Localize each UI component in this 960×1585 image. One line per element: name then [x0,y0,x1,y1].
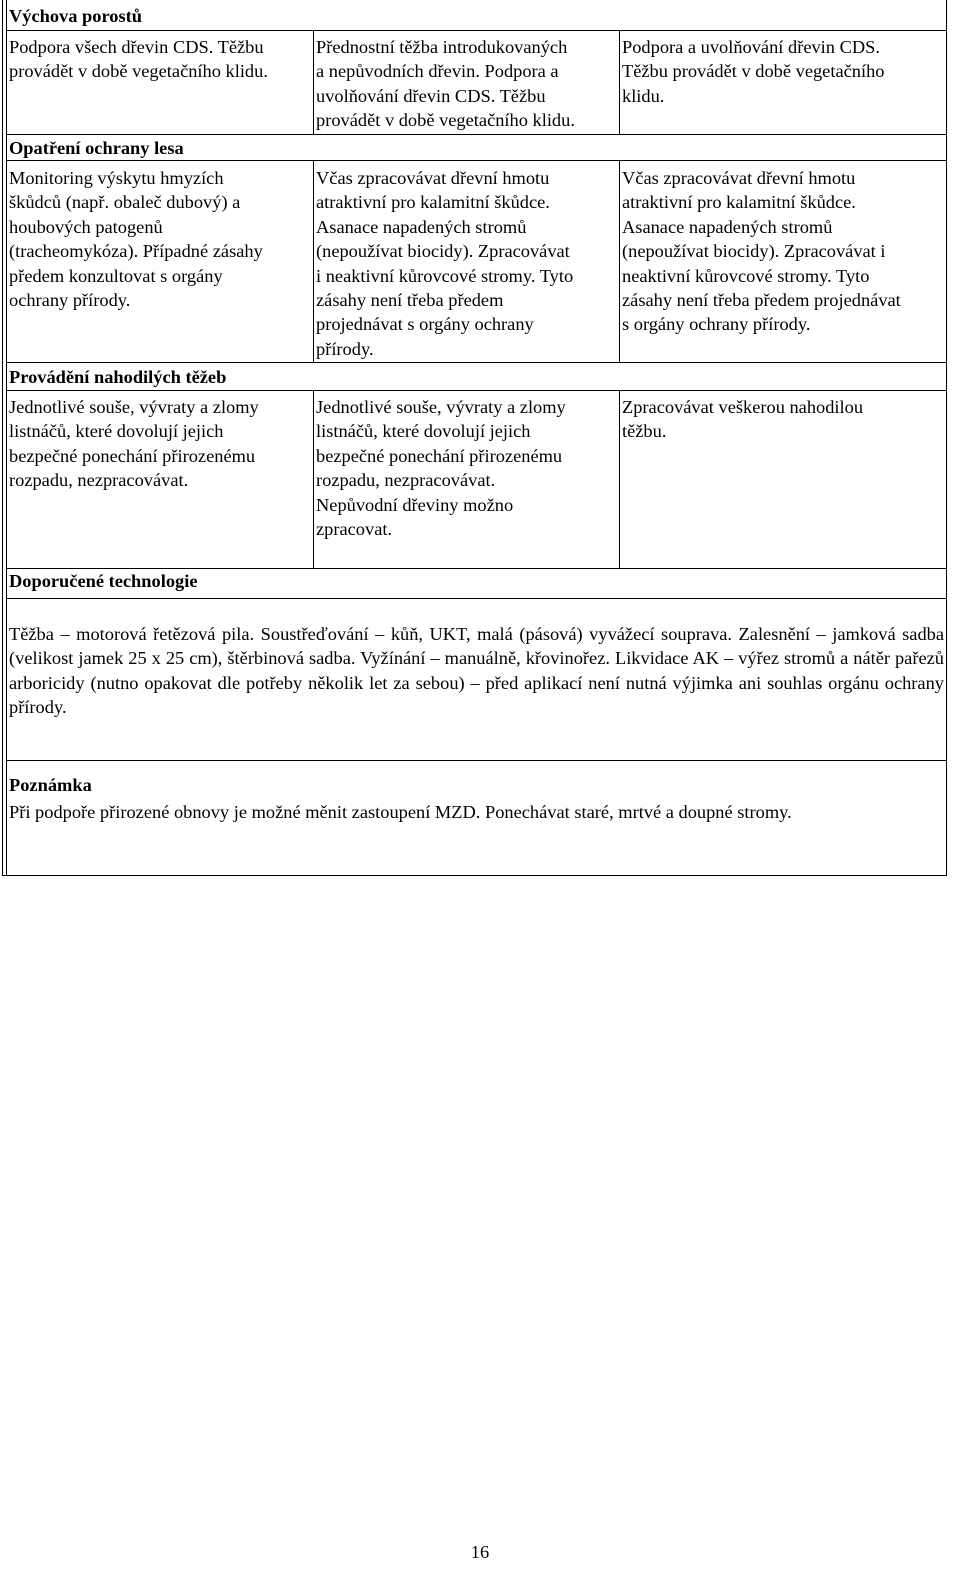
vychova-col3: Podpora a uvolňování dřevin CDS. Těžbu provádět v době vegetačního klidu. [622,37,885,106]
col-sep-vychova-2 [619,30,620,134]
section-title-technologie: Doporučené technologie [9,571,198,591]
rule-nahodile-body-top [6,390,947,391]
ochrana-col3: Včas zpracovávat dřevní hmotu atraktivní pro kalamitní škůdce. Asanace napadených stromů (nepoužívat biocidy). Zpracovávat i neaktivní kůrovcové stromy. Tyto zásahy není třeba předem projednávat s orgány ochrany přírody. [622,168,901,335]
col-sep-ochrana-1 [313,160,314,362]
col-sep-nahodile-1 [313,390,314,568]
section-title-poznamka: Poznámka [9,775,92,795]
nahodile-col1: Jednotlivé souše, vývraty a zlomy listnáčů, které dovolují jejich bezpečné ponechání přirozenému rozpadu, nezpracovávat. [9,397,259,491]
rule-ochrana-title-top [6,134,947,135]
section-title-vychova: Výchova porostů [9,6,143,26]
vychova-col2: Přednostní těžba introdukovaných a nepůvodních dřevin. Podpora a uvolňování dřevin CDS. Těžbu provádět v době vegetačního klidu. [316,37,575,131]
bottom-border [2,875,947,876]
rule-vychova-top [6,30,947,31]
nahodile-col2: Jednotlivé souše, vývraty a zlomy listnáčů, které dovolují jejich bezpečné ponechání přirozenému rozpadu, nezpracovávat. Nepůvodní dřeviny možno zpracovat. [316,397,566,540]
rule-poznamka-top [6,760,947,761]
technologie-text: Těžba – motorová řetězová pila. Soustřeďování – kůň, UKT, malá (pásová) vyvážecí souprava. Zalesnění – jamková sadba (velikost jamek 25 x 25 cm), štěrbinová sadba. Vyžínání – manuálně, křovinořez. Likvidace AK – výřez stromů a nátěr pařezů arboricidy (nutno opakovat dle potřeby několik let za sebou) – před aplikací není nutná výjimka ani souhlas orgánu ochrany přírody. [9,624,944,718]
page-number: 16 [470,1542,490,1562]
col-sep-ochrana-2 [619,160,620,362]
section-title-ochrana: Opatření ochrany lesa [9,138,184,158]
left-border-outer [2,0,3,875]
col-sep-vychova-1 [313,30,314,134]
right-border [946,0,947,875]
ochrana-col2: Včas zpracovávat dřevní hmotu atraktivní pro kalamitní škůdce. Asanace napadených stromů (nepoužívat biocidy). Zpracovávat i neaktivní kůrovcové stromy. Tyto zásahy není třeba předem projednávat s orgány ochrany přírody. [316,168,574,359]
ochrana-col1: Monitoring výskytu hmyzích škůdců (např. obaleč dubový) a houbových patogenů (tracheomykóza). Případné zásahy předem konzultovat s orgány ochrany přírody. [9,168,263,311]
nahodile-col3: Zpracovávat veškerou nahodilou těžbu. [622,397,864,442]
vychova-col1: Podpora všech dřevin CDS. Těžbu provádět v době vegetačního klidu. [9,37,268,82]
section-title-nahodile: Provádění nahodilých těžeb [9,367,227,387]
rule-technologie-body-top [6,598,947,599]
col-sep-nahodile-2 [619,390,620,568]
poznamka-text: Při podpoře přirozené obnovy je možné měnit zastoupení MZD. Ponechávat staré, mrtvé a doupné stromy. [9,802,792,822]
rule-nahodile-title-top [6,362,947,363]
left-border-inner [6,0,7,875]
